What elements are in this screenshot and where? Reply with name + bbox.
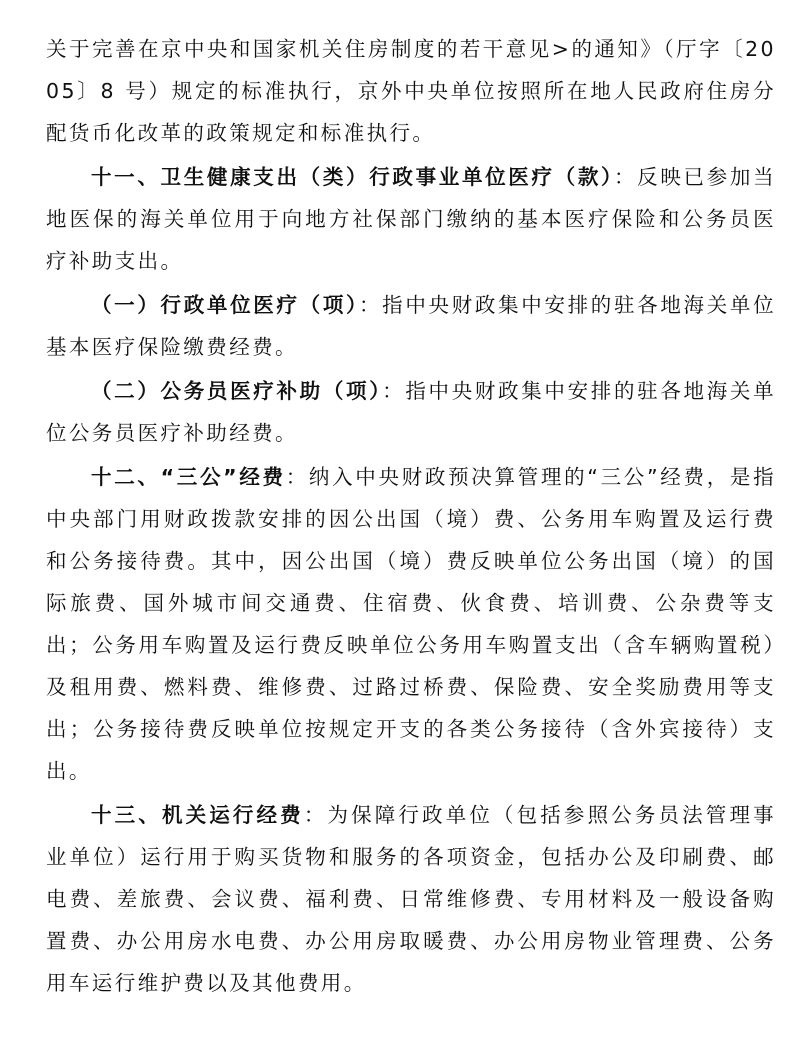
item-heading: （二）公务员医疗补助（项） [91, 379, 383, 403]
paragraph-continuation [46, 28, 776, 154]
section-heading: 十一、卫生健康支出（类）行政事业单位医疗（款） [91, 165, 614, 189]
paragraph-body: ：指中央财政集中安排的驻各地海关单位公务员医疗补助经费。 [46, 379, 776, 445]
paragraph-body: ：反映已参加当地医保的海关单位用于向地方社保部门缴纳的基本医疗保险和公务员医疗补助支出。 [46, 165, 776, 273]
paragraph-item-1 [46, 284, 776, 368]
paragraph-body: ：纳入中央财政预决算管理的“三公”经费，是指中央部门用财政拨款安排的因公出国（境）费、公务用车购置及运行费和公务接待费。其中，因公出国（境）费反映单位公务出国（境）的国际旅费、国外城市间交通费、住宿费、伙食费、培训费、公杂费等支出；公务用车购置及运行费反映单位公务用车购置支出（含车辆购置税）及租用费、燃料费、维修费、过路过桥费、保险费、安全奖励费用等支出；公务接待费反映单位按规定开支的各类公务接待（含外宾接待）支出。 [46, 465, 776, 783]
paragraph-body: 关于完善在京中央和国家机关住房制度的若干意见>的通知》（厅字〔2005〕8 号）规定的标准执行，京外中央单位按照所在地人民政府住房分配货币化改革的政策规定和标准执行。 [46, 37, 776, 145]
section-heading: 十二、“三公”经费 [91, 465, 286, 489]
paragraph-body: ：为保障行政单位（包括参照公务员法管理事业单位）运行用于购买货物和服务的各项资金，包括办公及印刷费、邮电费、差旅费、会议费、福利费、日常维修费、专用材料及一般设备购置费、办公用房水电费、办公用房取暖费、办公用房物业管理费、公务用车运行维护费以及其他费用。 [46, 803, 777, 995]
paragraph-body: ：指中央财政集中安排的驻各地海关单位基本医疗保险缴费经费。 [46, 293, 776, 359]
paragraph-section-11 [46, 156, 776, 282]
paragraph-item-2 [46, 370, 776, 454]
section-heading: 十三、机关运行经费 [91, 803, 304, 827]
document-page [46, 28, 776, 1006]
paragraph-section-12 [46, 456, 776, 792]
paragraph-section-13 [46, 794, 776, 1004]
item-heading: （一）行政单位医疗（项） [91, 293, 359, 317]
